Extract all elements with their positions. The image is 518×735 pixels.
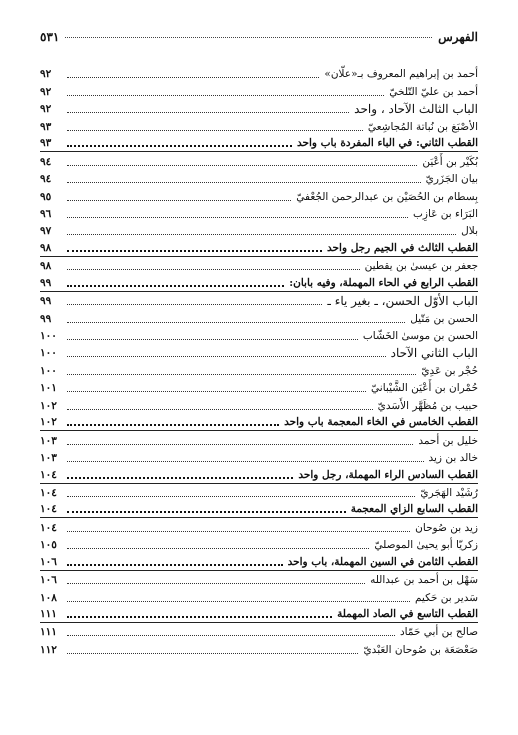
toc-page-number: ١٠٠ xyxy=(40,330,57,342)
leader-dots xyxy=(67,322,405,323)
toc-page-number: ٩٢ xyxy=(40,68,52,81)
toc-page-number: ٩٣ xyxy=(40,120,52,133)
toc-entry xyxy=(40,623,478,640)
toc-page-number: ٩٤ xyxy=(40,155,52,168)
toc-page-number: ٩٦ xyxy=(40,207,52,220)
toc-page-number: ١٠٣ xyxy=(40,434,57,447)
toc-entry xyxy=(40,170,478,187)
toc-entry xyxy=(40,152,478,169)
toc-entry-title: حُمْران بن أَعْيَن الشَّيْبانيّ xyxy=(371,382,478,395)
toc-page-number: ١٠٢ xyxy=(40,416,57,429)
toc-entry xyxy=(40,82,478,99)
toc-page-number: ١٠٠ xyxy=(40,347,57,360)
leader-dots xyxy=(67,304,322,305)
toc-entry-title: القطب الرابع في الحاء المهملة، وفيه بابان: xyxy=(289,276,478,289)
leader-dots xyxy=(67,285,284,287)
toc-entry-title: حُجْر بن عَدِيّ xyxy=(421,364,478,377)
leader-dots xyxy=(67,200,291,201)
toc-entry xyxy=(40,257,478,274)
toc-entry-title: بُكَيْر بن أَعْيَن xyxy=(422,155,478,168)
toc-entry-title: جعفر بن عيسىٰ بن يقطين xyxy=(364,260,478,273)
toc-entry-title: سَدير بن حَكيم xyxy=(414,591,478,604)
toc-page-number: ١٠٠ xyxy=(40,364,57,377)
toc-entry-title: البَرَاء بن عَازِب xyxy=(413,207,478,220)
toc-chapter-heading xyxy=(40,344,478,361)
toc-page-number: ١٠٣ xyxy=(40,452,57,465)
leader-dots xyxy=(67,182,421,183)
toc-page-number: ٩٨ xyxy=(40,260,52,273)
leader-dots xyxy=(67,564,283,566)
toc-entry xyxy=(40,205,478,222)
toc-section-heading xyxy=(40,239,478,256)
toc-page-number: ٩٨ xyxy=(40,241,52,254)
toc-entry-title: الباب الثاني الآحاد xyxy=(390,346,478,361)
leader-dots xyxy=(67,511,346,513)
toc-entry-title: بِسطام بن الحُصَيْن بن عبدالرحمن الجُعْفيّ xyxy=(296,190,478,203)
toc-entry xyxy=(40,484,478,501)
toc-section-heading xyxy=(40,274,478,291)
toc-entry xyxy=(40,361,478,378)
leader-dots xyxy=(67,145,292,147)
toc-entry-title: القطب السابع الزاي المعجمة xyxy=(350,503,478,516)
toc-entry xyxy=(40,65,478,82)
leader-dots xyxy=(67,653,358,654)
toc-entry xyxy=(40,309,478,326)
toc-page-number: ٩٩ xyxy=(40,312,52,325)
toc-page-number: ١٠١ xyxy=(40,382,57,395)
running-header xyxy=(40,30,478,48)
header-leader-dots xyxy=(65,37,432,38)
toc-entry xyxy=(40,379,478,396)
toc-entry-title: زكريّا أبو يحيىٰ الموصليّ xyxy=(374,539,478,552)
toc-page-number: ٩٢ xyxy=(40,103,52,116)
toc-entry xyxy=(40,187,478,204)
toc-page-number: ١١١ xyxy=(40,626,57,639)
leader-dots xyxy=(67,424,279,426)
toc-entry-title: زيد بن صُوحان xyxy=(415,521,478,534)
leader-dots xyxy=(67,165,417,166)
toc-entry-title: القطب الثامن في السين المهملة، باب واحد xyxy=(287,555,478,568)
toc-chapter-heading xyxy=(40,100,478,117)
leader-dots xyxy=(67,77,319,78)
toc-page-number: ٩٩ xyxy=(40,295,52,308)
toc-entry-title: القطب الثاني: في الباء المفردة باب واحد xyxy=(297,137,478,150)
toc-entry-title: الباب الثالث الآحاد ، واحد xyxy=(354,102,478,117)
toc-entry-title: سَهْل بن أحمد بن عبدالله xyxy=(370,574,478,587)
toc-page-number: ١٠٨ xyxy=(40,591,57,604)
leader-dots xyxy=(67,130,363,131)
toc-page-number: ١٠٤ xyxy=(40,486,57,499)
toc-entry-title: القطب التاسع في الصاد المهملة xyxy=(337,608,478,620)
toc-section-heading xyxy=(40,606,478,623)
leader-dots xyxy=(67,339,358,340)
toc-entry xyxy=(40,449,478,466)
toc-entry-title: بيان الجَزَريّ xyxy=(425,173,478,186)
leader-dots xyxy=(67,409,373,410)
toc-entry-title: الأصْبَغ بن نُباتة المُجاشِعيّ xyxy=(367,120,478,133)
toc-page-number: ٩٥ xyxy=(40,190,52,203)
toc-entry-title: الحسن بن موسىٰ الخَشّاب xyxy=(362,330,478,342)
leader-dots xyxy=(67,112,349,113)
toc-section-heading xyxy=(40,135,478,152)
leader-dots xyxy=(67,477,293,479)
toc-entry xyxy=(40,536,478,553)
toc-page-number: ١٠٦ xyxy=(40,574,57,587)
toc-page-number: ٩٤ xyxy=(40,173,52,186)
toc-entry-title: الحسن بن مَتّيل xyxy=(410,312,478,325)
toc-entry-title: خالد بن زيد xyxy=(428,452,478,465)
toc-entry-title: خليل بن أحمد xyxy=(418,434,478,447)
toc-page-number: ١٠٢ xyxy=(40,399,57,412)
toc-entry xyxy=(40,588,478,605)
toc-section-heading xyxy=(40,414,478,431)
toc-entry-title: رُشَيْد الهَجَريّ xyxy=(420,486,478,499)
toc-page-number: ٩٢ xyxy=(40,85,52,98)
toc-page-number: ١٠٤ xyxy=(40,521,57,534)
toc-entry xyxy=(40,327,478,344)
toc-section-heading xyxy=(40,553,478,570)
leader-dots xyxy=(67,217,408,218)
toc-section-heading xyxy=(40,466,478,483)
toc-page-number: ١٠٤ xyxy=(40,503,57,516)
toc-entry-title: صالح بن أبي حَمّاد xyxy=(399,626,478,639)
leader-dots xyxy=(67,548,369,549)
toc-page-number: ٩٧ xyxy=(40,225,52,238)
leader-dots xyxy=(67,616,332,618)
toc-page-number: ١١٢ xyxy=(40,643,57,656)
leader-dots xyxy=(67,635,395,636)
toc-entry-title: بلال xyxy=(461,225,478,238)
leader-dots xyxy=(67,583,365,584)
header-page-number: ٥٣١ xyxy=(40,30,60,44)
leader-dots xyxy=(67,496,415,497)
toc-chapter-heading xyxy=(40,292,478,309)
leader-dots xyxy=(67,444,413,445)
toc-entry-title: القطب الثالث في الجيم رجل واحد xyxy=(327,241,478,254)
toc-page-number: ١٠٥ xyxy=(40,539,57,552)
leader-dots xyxy=(67,461,424,462)
leader-dots xyxy=(67,250,322,252)
toc-entry xyxy=(40,571,478,588)
toc-entry xyxy=(40,117,478,134)
leader-dots xyxy=(67,391,366,392)
toc-entry xyxy=(40,640,478,657)
leader-dots xyxy=(67,356,386,357)
leader-dots xyxy=(67,601,410,602)
toc-page-number: ١٠٤ xyxy=(40,468,57,481)
toc-section-heading xyxy=(40,501,478,518)
leader-dots xyxy=(67,234,456,235)
toc-entry xyxy=(40,222,478,239)
header-title: الفهرس xyxy=(438,30,478,44)
leader-dots xyxy=(67,269,360,270)
toc-entry-title: أحمد بن إبراهيم المعروف بـ«علّان» xyxy=(324,68,478,81)
toc-page-number: ١٠٦ xyxy=(40,555,57,568)
toc-entry-title: صَعْصَعَة بن صُوحان العَبْديّ xyxy=(363,643,478,656)
toc-entry-title: القطب الخامس في الخاء المعجمة باب واحد xyxy=(284,416,478,429)
leader-dots xyxy=(67,95,384,96)
toc-entry-title: أحمد بن عليّ التّلخيّ xyxy=(389,85,478,98)
table-of-contents xyxy=(40,65,478,658)
toc-page-number: ٩٩ xyxy=(40,276,52,289)
toc-entry xyxy=(40,518,478,535)
toc-page-number: ١١١ xyxy=(40,608,57,620)
toc-entry-title: القطب السادس الراء المهملة، رجل واحد xyxy=(298,468,478,481)
leader-dots xyxy=(67,374,416,375)
toc-entry-title: الباب الأوّل الحسن، ـ بغير ياء ـ xyxy=(327,294,478,309)
toc-page-number: ٩٣ xyxy=(40,137,52,150)
leader-dots xyxy=(67,531,410,532)
toc-entry xyxy=(40,396,478,413)
toc-entry-title: حبيب بن مُظَهَّر الأَسَديّ xyxy=(377,399,478,412)
toc-entry xyxy=(40,431,478,448)
